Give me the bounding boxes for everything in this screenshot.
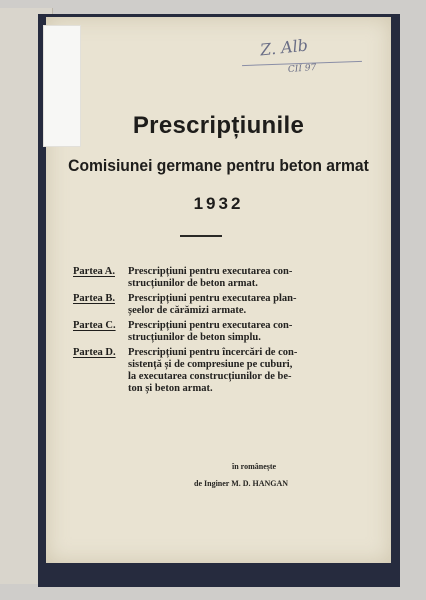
part-entry <box>73 293 349 317</box>
part-description <box>128 347 297 395</box>
part-description <box>128 320 292 344</box>
part-label: Partea D. <box>73 347 116 358</box>
part-description <box>128 266 292 290</box>
book-subtitle: Comisiunei germane pentru beton armat <box>68 156 369 175</box>
translation-note: în românește <box>232 462 277 471</box>
handwritten-note: Z. Alb <box>259 35 309 60</box>
translator-credit: de Inginer M. D. HANGAN <box>194 479 289 488</box>
part-label: Partea A. <box>73 266 115 277</box>
part-description <box>128 293 296 317</box>
book-title: Prescripțiunile <box>132 112 305 139</box>
part-entry <box>73 320 349 344</box>
part-line: Prescripțiuni pentru executarea con- <box>128 320 293 331</box>
part-line: Prescripțiuni pentru executarea con- <box>128 266 293 277</box>
part-line: la executarea construcțiunilor de be- <box>128 371 292 382</box>
part-entry <box>73 266 349 290</box>
part-line: sistență și de compresiune pe cuburi, <box>128 359 293 370</box>
title-divider <box>180 235 222 237</box>
part-line: strucțiunilor de beton simplu. <box>128 332 261 343</box>
part-line: strucțiunilor de beton armat. <box>128 278 258 289</box>
handwritten-note-code: CII 97 <box>287 63 317 75</box>
part-line: șeelor de cărămizi armate. <box>128 305 247 316</box>
part-label: Partea C. <box>73 320 116 331</box>
part-entry <box>73 347 349 395</box>
book-year: 1932 <box>193 194 244 213</box>
contents-list <box>73 266 349 398</box>
part-line: Prescripțiuni pentru încercări de con- <box>128 347 298 358</box>
part-line: ton și beton armat. <box>128 383 213 394</box>
part-label: Partea B. <box>73 293 115 304</box>
part-line: Prescripțiuni pentru executarea plan- <box>128 293 297 304</box>
